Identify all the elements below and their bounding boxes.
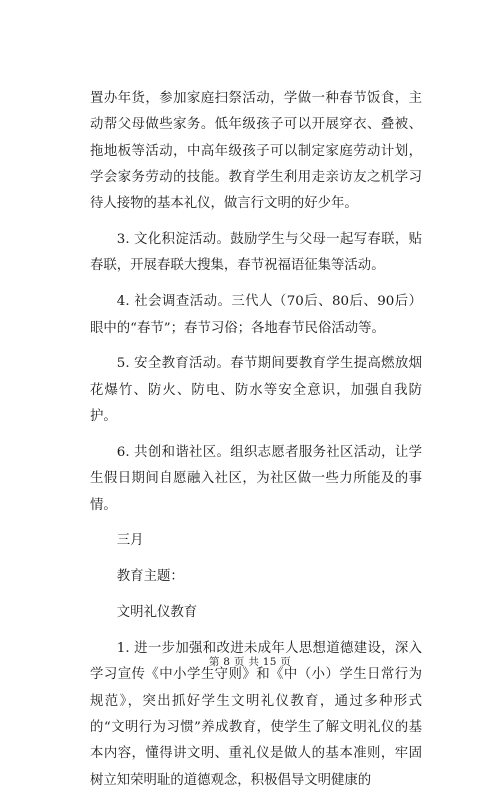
paragraph-item-6: 6. 共创和谐社区。组织志愿者服务社区活动，让学生假日期间自愿融入社区，为社区做一些力所能及的事情。 xyxy=(90,444,422,513)
page-footer: 第 8 页 共 15 页 xyxy=(208,656,292,668)
paragraph-item-4: 4. 社会调查活动。三代人（70后、80后、90后）眼中的“春节”；春节习俗；各地春节民俗活动等。 xyxy=(90,294,422,336)
paragraph-item-3: 3. 文化积淀活动。鼓励学生与父母一起写春联，贴春联，开展春联大搜集，春节祝福语征集等活动。 xyxy=(90,232,422,274)
paragraph-continuation: 置办年货，参加家庭扫祭活动，学做一种春节饭食，主动帮父母做些家务。低年级孩子可以开展穿衣、叠被、拖地板等活动，中高年级孩子可以制定家庭劳动计划，学会家务劳动的技能。教育学生利用走亲访友之机学习待人接物的基本礼仪，做言行文明的好少年。 xyxy=(90,91,422,212)
theme-title: 文明礼仪教育 xyxy=(116,605,198,621)
theme-label: 教育主题： xyxy=(116,569,184,585)
month-heading: 三月 xyxy=(116,533,144,549)
paragraph-item-1: 1. 进一步加强和改进未成年人思想道德建设，深入学习宣传《中小学生守则》和《中（小）学生日常行为规范》，突出抓好学生文明礼仪教育，通过多种形式的“文明行为习惯”养成教育，使学生了解文明礼仪的基本内容，懂得讲文明、重礼仪是做人的基本准则，牢固树立知荣明耻的道德观念，积极倡导文明健康的 xyxy=(90,641,422,788)
document-body xyxy=(90,86,422,794)
paragraph-item-5: 5. 安全教育活动。春节期间要教育学生提高燃放烟花爆竹、防火、防电、防水等安全意识，加强自我防护。 xyxy=(90,356,422,425)
